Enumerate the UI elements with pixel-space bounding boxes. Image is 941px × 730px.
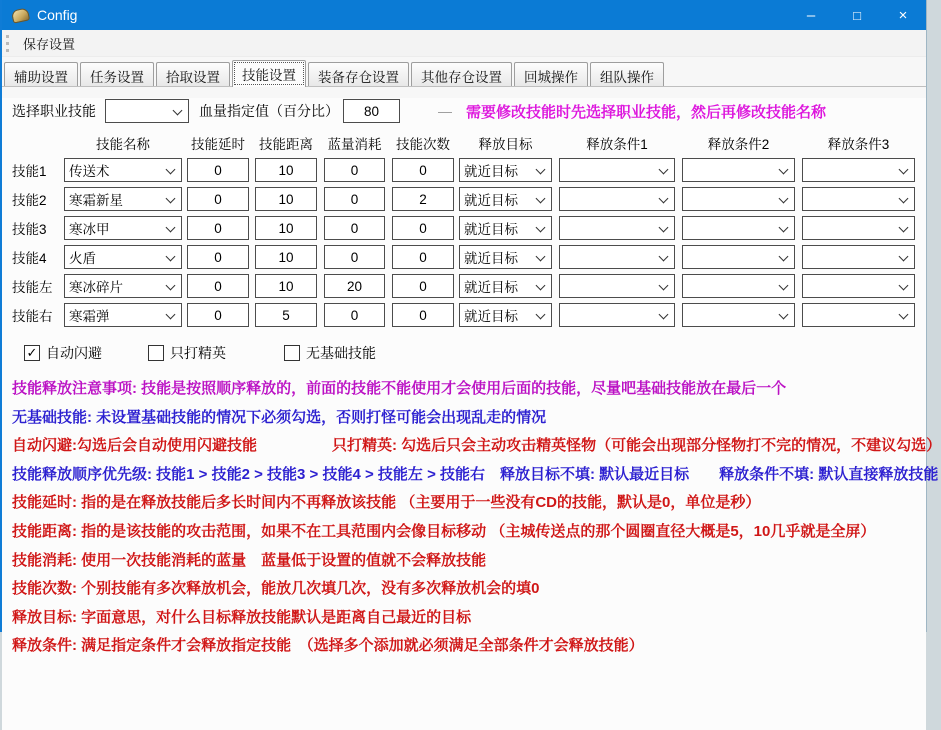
skill-row-2 bbox=[12, 187, 926, 211]
skill-row-4 bbox=[12, 245, 926, 269]
skill-select[interactable]: 寒霜新星 bbox=[64, 187, 182, 211]
chevron-down-icon bbox=[779, 252, 789, 262]
help-line-cast-condition: 释放条件: 满足指定条件才会释放指定技能 （选择多个添加就必须满足全部条件才会释放技能） bbox=[12, 637, 644, 655]
distance-input[interactable] bbox=[255, 187, 317, 211]
title-bar bbox=[2, 0, 926, 30]
mana-input[interactable] bbox=[324, 245, 385, 269]
distance-input[interactable] bbox=[255, 158, 317, 182]
distance-input[interactable] bbox=[255, 303, 317, 327]
condition-2-select[interactable] bbox=[682, 274, 795, 298]
class-skill-label: 选择职业技能 bbox=[12, 103, 96, 119]
delay-input[interactable] bbox=[187, 245, 249, 269]
chevron-down-icon bbox=[659, 252, 669, 262]
tab-assist[interactable]: 辅助设置 bbox=[4, 62, 78, 86]
tab-task[interactable]: 任务设置 bbox=[80, 62, 154, 86]
chevron-down-icon bbox=[536, 252, 546, 262]
help-line-delay: 技能延时: 指的是在释放技能后多长时间内不再释放该技能 （主要用于一些没有CD的技能，默认是0，单位是秒） bbox=[12, 494, 761, 512]
save-settings-button[interactable]: 保存设置 bbox=[23, 36, 76, 52]
row-label: 技能4 bbox=[12, 251, 47, 266]
no-basic-skill-label: 无基础技能 bbox=[306, 345, 376, 361]
chevron-down-icon bbox=[779, 310, 789, 320]
target-select[interactable]: 就近目标 bbox=[459, 303, 552, 327]
header-condition-2: 释放条件2 bbox=[707, 137, 770, 152]
chevron-down-icon bbox=[779, 165, 789, 175]
skill-row-1 bbox=[12, 158, 926, 182]
delay-input[interactable] bbox=[187, 216, 249, 240]
help-text-block bbox=[12, 375, 941, 661]
target-select[interactable]: 就近目标 bbox=[459, 158, 552, 182]
help-line-no-basic: 无基础技能: 未设置基础技能的情况下必须勾选，否则打怪可能会出现乱走的情况 bbox=[12, 408, 547, 426]
chevron-down-icon bbox=[659, 194, 669, 204]
chevron-down-icon bbox=[779, 194, 789, 204]
count-input[interactable] bbox=[392, 274, 454, 298]
window-title: Config bbox=[37, 7, 78, 23]
count-input[interactable] bbox=[392, 216, 454, 240]
chevron-down-icon bbox=[536, 194, 546, 204]
chevron-down-icon bbox=[659, 281, 669, 291]
tab-other-storage[interactable]: 其他存仓设置 bbox=[411, 62, 512, 86]
chevron-down-icon bbox=[166, 252, 176, 262]
condition-3-select[interactable] bbox=[802, 187, 915, 211]
tab-return-town[interactable]: 回城操作 bbox=[514, 62, 588, 86]
count-input[interactable] bbox=[392, 303, 454, 327]
class-skill-select[interactable] bbox=[105, 99, 189, 123]
table-header-row bbox=[12, 133, 926, 153]
target-select[interactable]: 就近目标 bbox=[459, 187, 552, 211]
header-condition-3: 释放条件3 bbox=[827, 137, 890, 152]
chevron-down-icon bbox=[536, 310, 546, 320]
header-condition-1: 释放条件1 bbox=[586, 137, 648, 152]
close-button[interactable]: × bbox=[898, 6, 908, 24]
condition-1-select[interactable] bbox=[559, 187, 675, 211]
count-input[interactable] bbox=[392, 158, 454, 182]
help-line-dodge-elite: 自动闪避:勾选后会自动使用闪避技能 只打精英: 勾选后只会主动攻击精英怪物（可能会出现部分怪物打不完的情况，不建议勾选） bbox=[12, 437, 941, 455]
skills-tab-page bbox=[2, 98, 941, 730]
note-dash: — bbox=[438, 103, 452, 119]
chevron-down-icon bbox=[899, 194, 909, 204]
condition-3-select[interactable] bbox=[802, 245, 915, 269]
header-mana-cost: 蓝量消耗 bbox=[327, 137, 382, 152]
skill-select[interactable]: 传送术 bbox=[64, 158, 182, 182]
row-label: 技能右 bbox=[12, 309, 53, 324]
auto-dodge-label: 自动闪避 bbox=[46, 345, 102, 361]
mana-input[interactable] bbox=[324, 274, 385, 298]
delay-input[interactable] bbox=[187, 274, 249, 298]
row-label: 技能3 bbox=[12, 222, 47, 237]
mana-input[interactable] bbox=[324, 158, 385, 182]
condition-1-select[interactable] bbox=[559, 245, 675, 269]
window-controls bbox=[788, 0, 926, 30]
tab-gear-storage[interactable]: 装备存仓设置 bbox=[308, 62, 409, 86]
distance-input[interactable] bbox=[255, 274, 317, 298]
condition-2-select[interactable] bbox=[682, 216, 795, 240]
hp-threshold-input[interactable] bbox=[343, 99, 400, 123]
row-label: 技能左 bbox=[12, 280, 53, 295]
chevron-down-icon bbox=[166, 281, 176, 291]
chevron-down-icon bbox=[166, 165, 176, 175]
chevron-down-icon bbox=[899, 223, 909, 233]
condition-2-select[interactable] bbox=[682, 187, 795, 211]
chevron-down-icon bbox=[166, 223, 176, 233]
help-line-distance: 技能距离: 指的是该技能的攻击范围，如果不在工具范围内会像目标移动 （主城传送点的那个圆圈直径大概是5，10几乎就是全屏） bbox=[12, 522, 876, 540]
row-label: 技能2 bbox=[12, 193, 47, 208]
help-line-cast-notes: 技能释放注意事项: 技能是按照顺序释放的，前面的技能不能使用才会使用后面的技能，尽量吧基础技能放在最后一个 bbox=[12, 380, 787, 397]
skill-select[interactable]: 火盾 bbox=[64, 245, 182, 269]
count-input[interactable] bbox=[392, 245, 454, 269]
distance-input[interactable] bbox=[255, 245, 317, 269]
toolbar-gripper-icon bbox=[6, 35, 9, 52]
hp-threshold-label: 血量指定值（百分比） bbox=[199, 103, 339, 119]
distance-input[interactable] bbox=[255, 216, 317, 240]
no-basic-skill-checkbox[interactable] bbox=[284, 345, 300, 361]
condition-1-select[interactable] bbox=[559, 216, 675, 240]
header-delay: 技能延时 bbox=[191, 137, 245, 152]
help-line-priority: 技能释放顺序优先级: 技能1 > 技能2 > 技能3 > 技能4 > 技能左 > 技能右 释放目标不填: 默认最近目标 释放条件不填: 默认直接释放技能 bbox=[12, 465, 939, 483]
header-distance: 技能距离 bbox=[259, 137, 313, 152]
chevron-down-icon bbox=[659, 223, 669, 233]
row-label: 技能1 bbox=[12, 164, 47, 179]
chevron-down-icon bbox=[536, 281, 546, 291]
help-line-cast-target: 释放目标: 字面意思，对什么目标释放技能默认是距离自己最近的目标 bbox=[12, 608, 472, 626]
target-select[interactable]: 就近目标 bbox=[459, 245, 552, 269]
condition-2-select[interactable] bbox=[682, 158, 795, 182]
condition-1-select[interactable] bbox=[559, 158, 675, 182]
skill-select[interactable]: 寒冰甲 bbox=[64, 216, 182, 240]
target-select[interactable]: 就近目标 bbox=[459, 274, 552, 298]
delay-input[interactable] bbox=[187, 158, 249, 182]
condition-2-select[interactable] bbox=[682, 245, 795, 269]
condition-2-select[interactable] bbox=[682, 303, 795, 327]
chevron-down-icon bbox=[899, 281, 909, 291]
tab-team[interactable]: 组队操作 bbox=[590, 62, 664, 86]
chevron-down-icon bbox=[899, 252, 909, 262]
auto-dodge-checkbox[interactable] bbox=[24, 345, 40, 361]
chevron-down-icon bbox=[899, 310, 909, 320]
skill-row-left bbox=[12, 274, 926, 298]
menu-bar bbox=[2, 30, 926, 57]
header-cast-count: 技能次数 bbox=[396, 137, 450, 152]
skill-select[interactable]: 寒冰碎片 bbox=[64, 274, 182, 298]
tab-skills[interactable]: 技能设置 bbox=[232, 60, 306, 87]
skill-edit-note: 需要修改技能时先选择职业技能，然后再修改技能名称 bbox=[466, 103, 827, 121]
chevron-down-icon bbox=[659, 165, 669, 175]
chevron-down-icon bbox=[536, 223, 546, 233]
chevron-down-icon bbox=[166, 194, 176, 204]
chevron-down-icon bbox=[899, 165, 909, 175]
app-icon bbox=[11, 7, 30, 23]
skill-row-right bbox=[12, 303, 926, 327]
condition-3-select[interactable] bbox=[802, 216, 915, 240]
chevron-down-icon bbox=[166, 310, 176, 320]
condition-1-select[interactable] bbox=[559, 303, 675, 327]
condition-1-select[interactable] bbox=[559, 274, 675, 298]
minimize-button[interactable]: – bbox=[806, 6, 816, 24]
condition-3-select[interactable] bbox=[802, 274, 915, 298]
chevron-down-icon bbox=[173, 106, 183, 116]
mana-input[interactable] bbox=[324, 303, 385, 327]
count-input[interactable] bbox=[392, 187, 454, 211]
help-line-mana-cost: 技能消耗: 使用一次技能消耗的蓝量 蓝量低于设置的值就不会释放技能 bbox=[12, 551, 487, 569]
condition-3-select[interactable] bbox=[802, 303, 915, 327]
elite-only-checkbox[interactable] bbox=[148, 345, 164, 361]
mana-input[interactable] bbox=[324, 187, 385, 211]
help-line-cast-count: 技能次数: 个别技能有多次释放机会，能放几次填几次，没有多次释放机会的填0 bbox=[12, 580, 540, 598]
target-select[interactable]: 就近目标 bbox=[459, 216, 552, 240]
chevron-down-icon bbox=[536, 165, 546, 175]
skill-row-3 bbox=[12, 216, 926, 240]
chevron-down-icon bbox=[779, 223, 789, 233]
delay-input[interactable] bbox=[187, 187, 249, 211]
options-row bbox=[24, 343, 926, 363]
mana-input[interactable] bbox=[324, 216, 385, 240]
delay-input[interactable] bbox=[187, 303, 249, 327]
chevron-down-icon bbox=[779, 281, 789, 291]
condition-3-select[interactable] bbox=[802, 158, 915, 182]
elite-only-label: 只打精英 bbox=[170, 345, 226, 361]
tab-pickup[interactable]: 拾取设置 bbox=[156, 62, 230, 86]
maximize-button[interactable]: □ bbox=[853, 7, 861, 23]
header-cast-target: 释放目标 bbox=[478, 137, 533, 152]
chevron-down-icon bbox=[659, 310, 669, 320]
top-form-row bbox=[12, 98, 926, 124]
tab-strip bbox=[2, 57, 926, 87]
skill-select[interactable]: 寒霜弹 bbox=[64, 303, 182, 327]
header-skill-name: 技能名称 bbox=[96, 137, 150, 152]
